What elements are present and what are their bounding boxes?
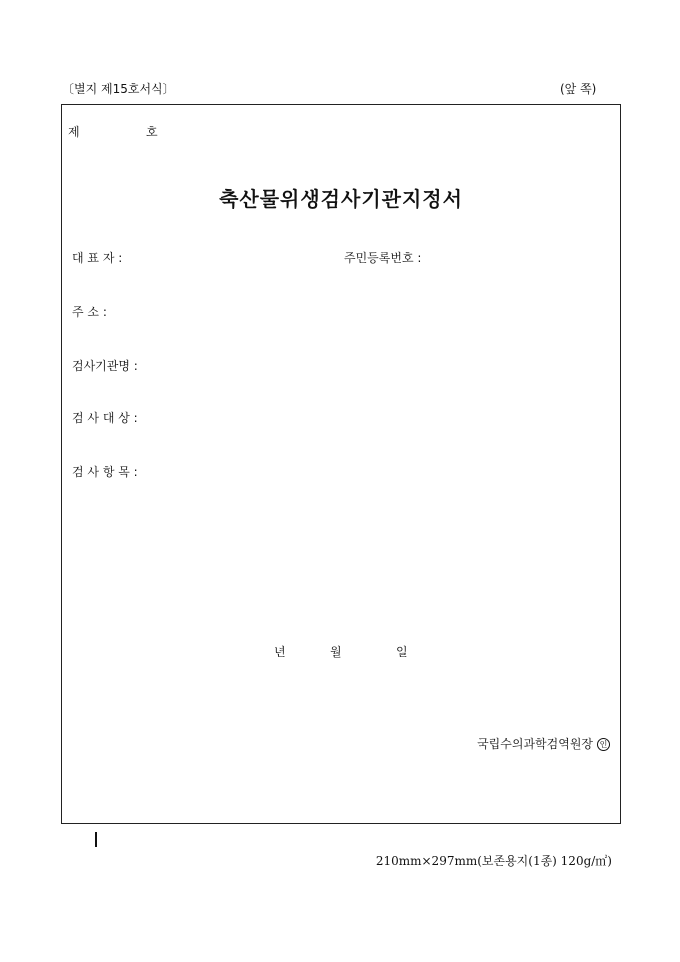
date-month-label: 월 bbox=[330, 645, 342, 659]
document-number-label: 제 bbox=[68, 125, 80, 139]
inspection-items-field: 검 사 항 목 : bbox=[72, 465, 138, 479]
document-title: 축산물위생검사기관지정서 bbox=[219, 187, 463, 211]
agency-name-field: 검사기관명 : bbox=[72, 359, 138, 373]
date-year-label: 년 bbox=[274, 645, 286, 659]
signer-block bbox=[477, 735, 610, 752]
certificate-frame bbox=[61, 104, 621, 824]
seal-mark: 인 bbox=[597, 738, 610, 751]
address-field: 주 소 : bbox=[72, 305, 107, 319]
form-number: 〔별지 제15호서식〕 bbox=[62, 82, 175, 96]
document-ho-label: 호 bbox=[146, 125, 158, 139]
resident-number-field: 주민등록번호 : bbox=[344, 251, 422, 265]
date-day-label: 일 bbox=[396, 645, 408, 659]
representative-field: 대 표 자 : bbox=[72, 251, 123, 265]
margin-mark bbox=[95, 832, 97, 847]
inspection-target-field: 검 사 대 상 : bbox=[72, 411, 138, 425]
signer-name: 국립수의과학검역원장 bbox=[477, 737, 593, 751]
page-side-label: (앞 쪽) bbox=[560, 82, 597, 96]
paper-spec: 210mm×297mm(보존용지(1종) 120g/㎡) bbox=[375, 854, 612, 868]
